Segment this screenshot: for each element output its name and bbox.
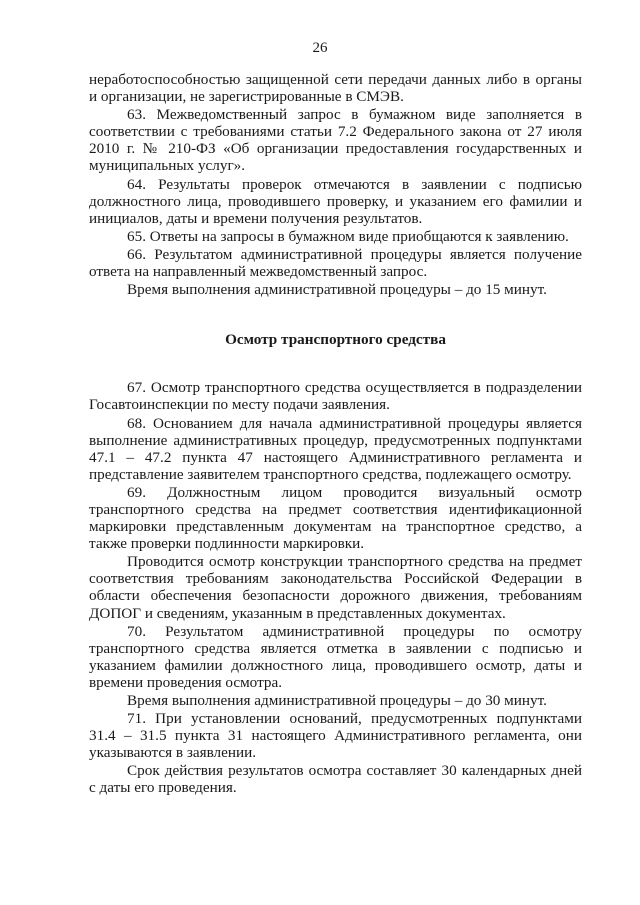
paragraph-time-limit-30: Время выполнения административной процедуры – до 30 минут. [127,692,547,709]
paragraph-64: 64. Результаты проверок отмечаются в заявлении с подписью должностного лица, проводившего проверку, и указанием его фамилии и инициалов, даты и времени получения результатов. [89,175,582,227]
paragraph-68: 68. Основанием для начала административной процедуры является выполнение административных процедур, предусмотренных подпунктами 47.1 – 47.2 пункта 47 настоящего Административного регламента и представление заявителем транспортного средства, подлежащего осмотру. [89,414,582,483]
paragraph-construction-inspection: Проводится осмотр конструкции транспортного средства на предмет соответствия требованиям законодательства Российской Федерации в области обеспечения безопасности дорожного движения, требованиям ДОПОГ и сведениям, указанным в представленных документах. [89,553,582,622]
paragraph-69: 69. Должностным лицом проводится визуальный осмотр транспортного средства на предмет соответствия идентификационной маркировки представленным документам на транспортное средство, а также проверки подлинности маркировки. [89,483,582,553]
paragraph-validity-period: Срок действия результатов осмотра составляет 30 календарных дней с даты его проведения. [89,762,582,797]
document-body [89,71,582,797]
paragraph-continuation: неработоспособностью защищенной сети передачи данных либо в органы и организации, не зарегистрированные в СМЭВ. [89,71,582,106]
page-number: 26 [312,40,328,56]
paragraph-67: 67. Осмотр транспортного средства осуществляется в подразделении Госавтоинспекции по месту подачи заявления. [89,379,582,414]
section-title: Осмотр транспортного средства [225,331,446,349]
paragraph-65: 65. Ответы на запросы в бумажном виде приобщаются к заявлению. [127,227,569,245]
paragraph-70: 70. Результатом административной процедуры по осмотру транспортного средства является отметка в заявлении с подписью и указанием фамилии должностного лица, проводившего осмотр, даты и времени проведения осмотра. [89,622,582,691]
paragraph-time-limit-15: Время выполнения административной процедуры – до 15 минут. [127,281,547,299]
paragraph-71: 71. При установлении оснований, предусмотренных подпунктами 31.4 – 31.5 пункта 31 настоящего Административного регламента, они указываются в заявлении. [89,710,582,762]
paragraph-63: 63. Межведомственный запрос в бумажном виде заполняется в соответствии с требованиями статьи 7.2 Федерального закона от 27 июля 2010 г. № 210-ФЗ «Об организации предоставления государственных и муниципальных услуг». [89,106,582,175]
paragraph-66: 66. Результатом административной процедуры является получение ответа на направленный межведомственный запрос. [89,245,582,281]
